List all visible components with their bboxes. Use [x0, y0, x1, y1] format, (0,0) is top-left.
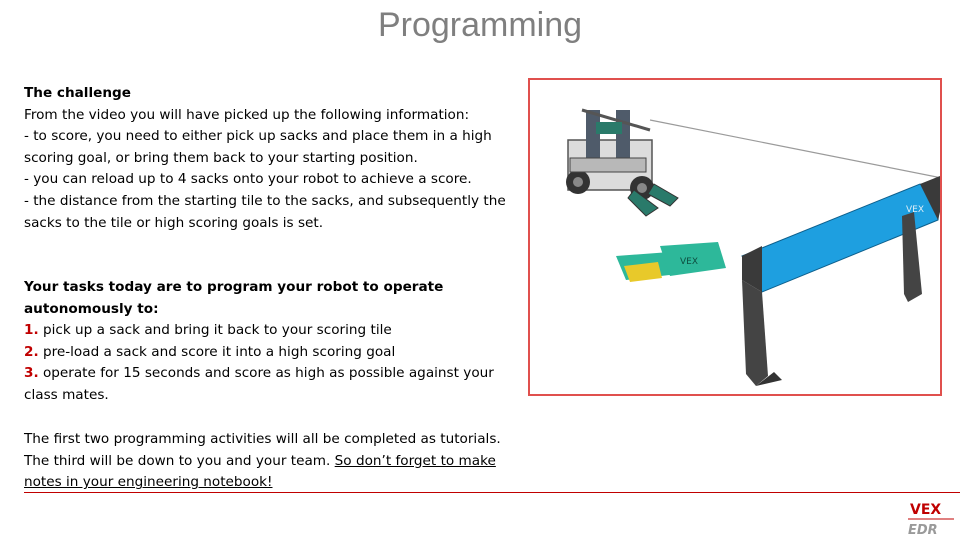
footer-divider — [24, 492, 960, 493]
task-number: 3. — [24, 365, 39, 382]
task-item — [24, 342, 494, 364]
robot-photo — [528, 78, 942, 396]
tasks-section — [24, 277, 494, 407]
slide-title: Programming — [377, 6, 583, 44]
robot-scene-illustration — [530, 80, 942, 396]
task-text: operate for 15 seconds and score as high as possible against your class mates. — [24, 365, 494, 403]
closing-text: The first two programming activities will all be completed as tutorials. The third will be down to you and your team. — [24, 431, 501, 469]
sacks-icon — [616, 242, 726, 282]
task-text: pre-load a sack and score it into a high scoring goal — [42, 343, 396, 360]
robot-icon — [566, 110, 678, 216]
tasks-heading: Your tasks today are to program your robot to operate autonomously to: — [24, 279, 444, 317]
challenge-point: - to score, you need to either pick up sacks and place them in a high scoring goal, or bring them back to your starting position. — [24, 128, 492, 166]
task-number: 2. — [24, 343, 39, 360]
logo-bottom-text: EDR — [908, 523, 938, 538]
goal-label: VEX — [906, 205, 925, 215]
task-item — [24, 363, 494, 406]
challenge-section — [24, 83, 514, 234]
task-number: 1. — [24, 322, 39, 339]
vex-logo-icon — [900, 498, 958, 538]
challenge-point: - the distance from the starting tile to the sacks, and subsequently the sacks to the tile or high scoring goals is set. — [24, 192, 506, 231]
challenge-point: - you can reload up to 4 sacks onto your robot to achieve a score. — [24, 171, 472, 188]
closing-underlined: So don’t forget to make notes in your engineering notebook! — [24, 452, 496, 491]
closing-section — [24, 429, 504, 494]
pointer-line — [650, 120, 942, 178]
closing-paragraph — [24, 429, 504, 494]
challenge-heading: The challenge — [24, 85, 131, 101]
task-item — [24, 320, 494, 342]
task-text: pick up a sack and bring it back to your scoring tile — [42, 322, 392, 339]
goal-icon — [742, 176, 942, 386]
logo-top-text: VEX — [910, 502, 942, 518]
vex-edr-logo — [900, 498, 958, 538]
challenge-intro: From the video you will have picked up the following information: — [24, 106, 470, 123]
sack-label: VEX — [680, 257, 699, 267]
